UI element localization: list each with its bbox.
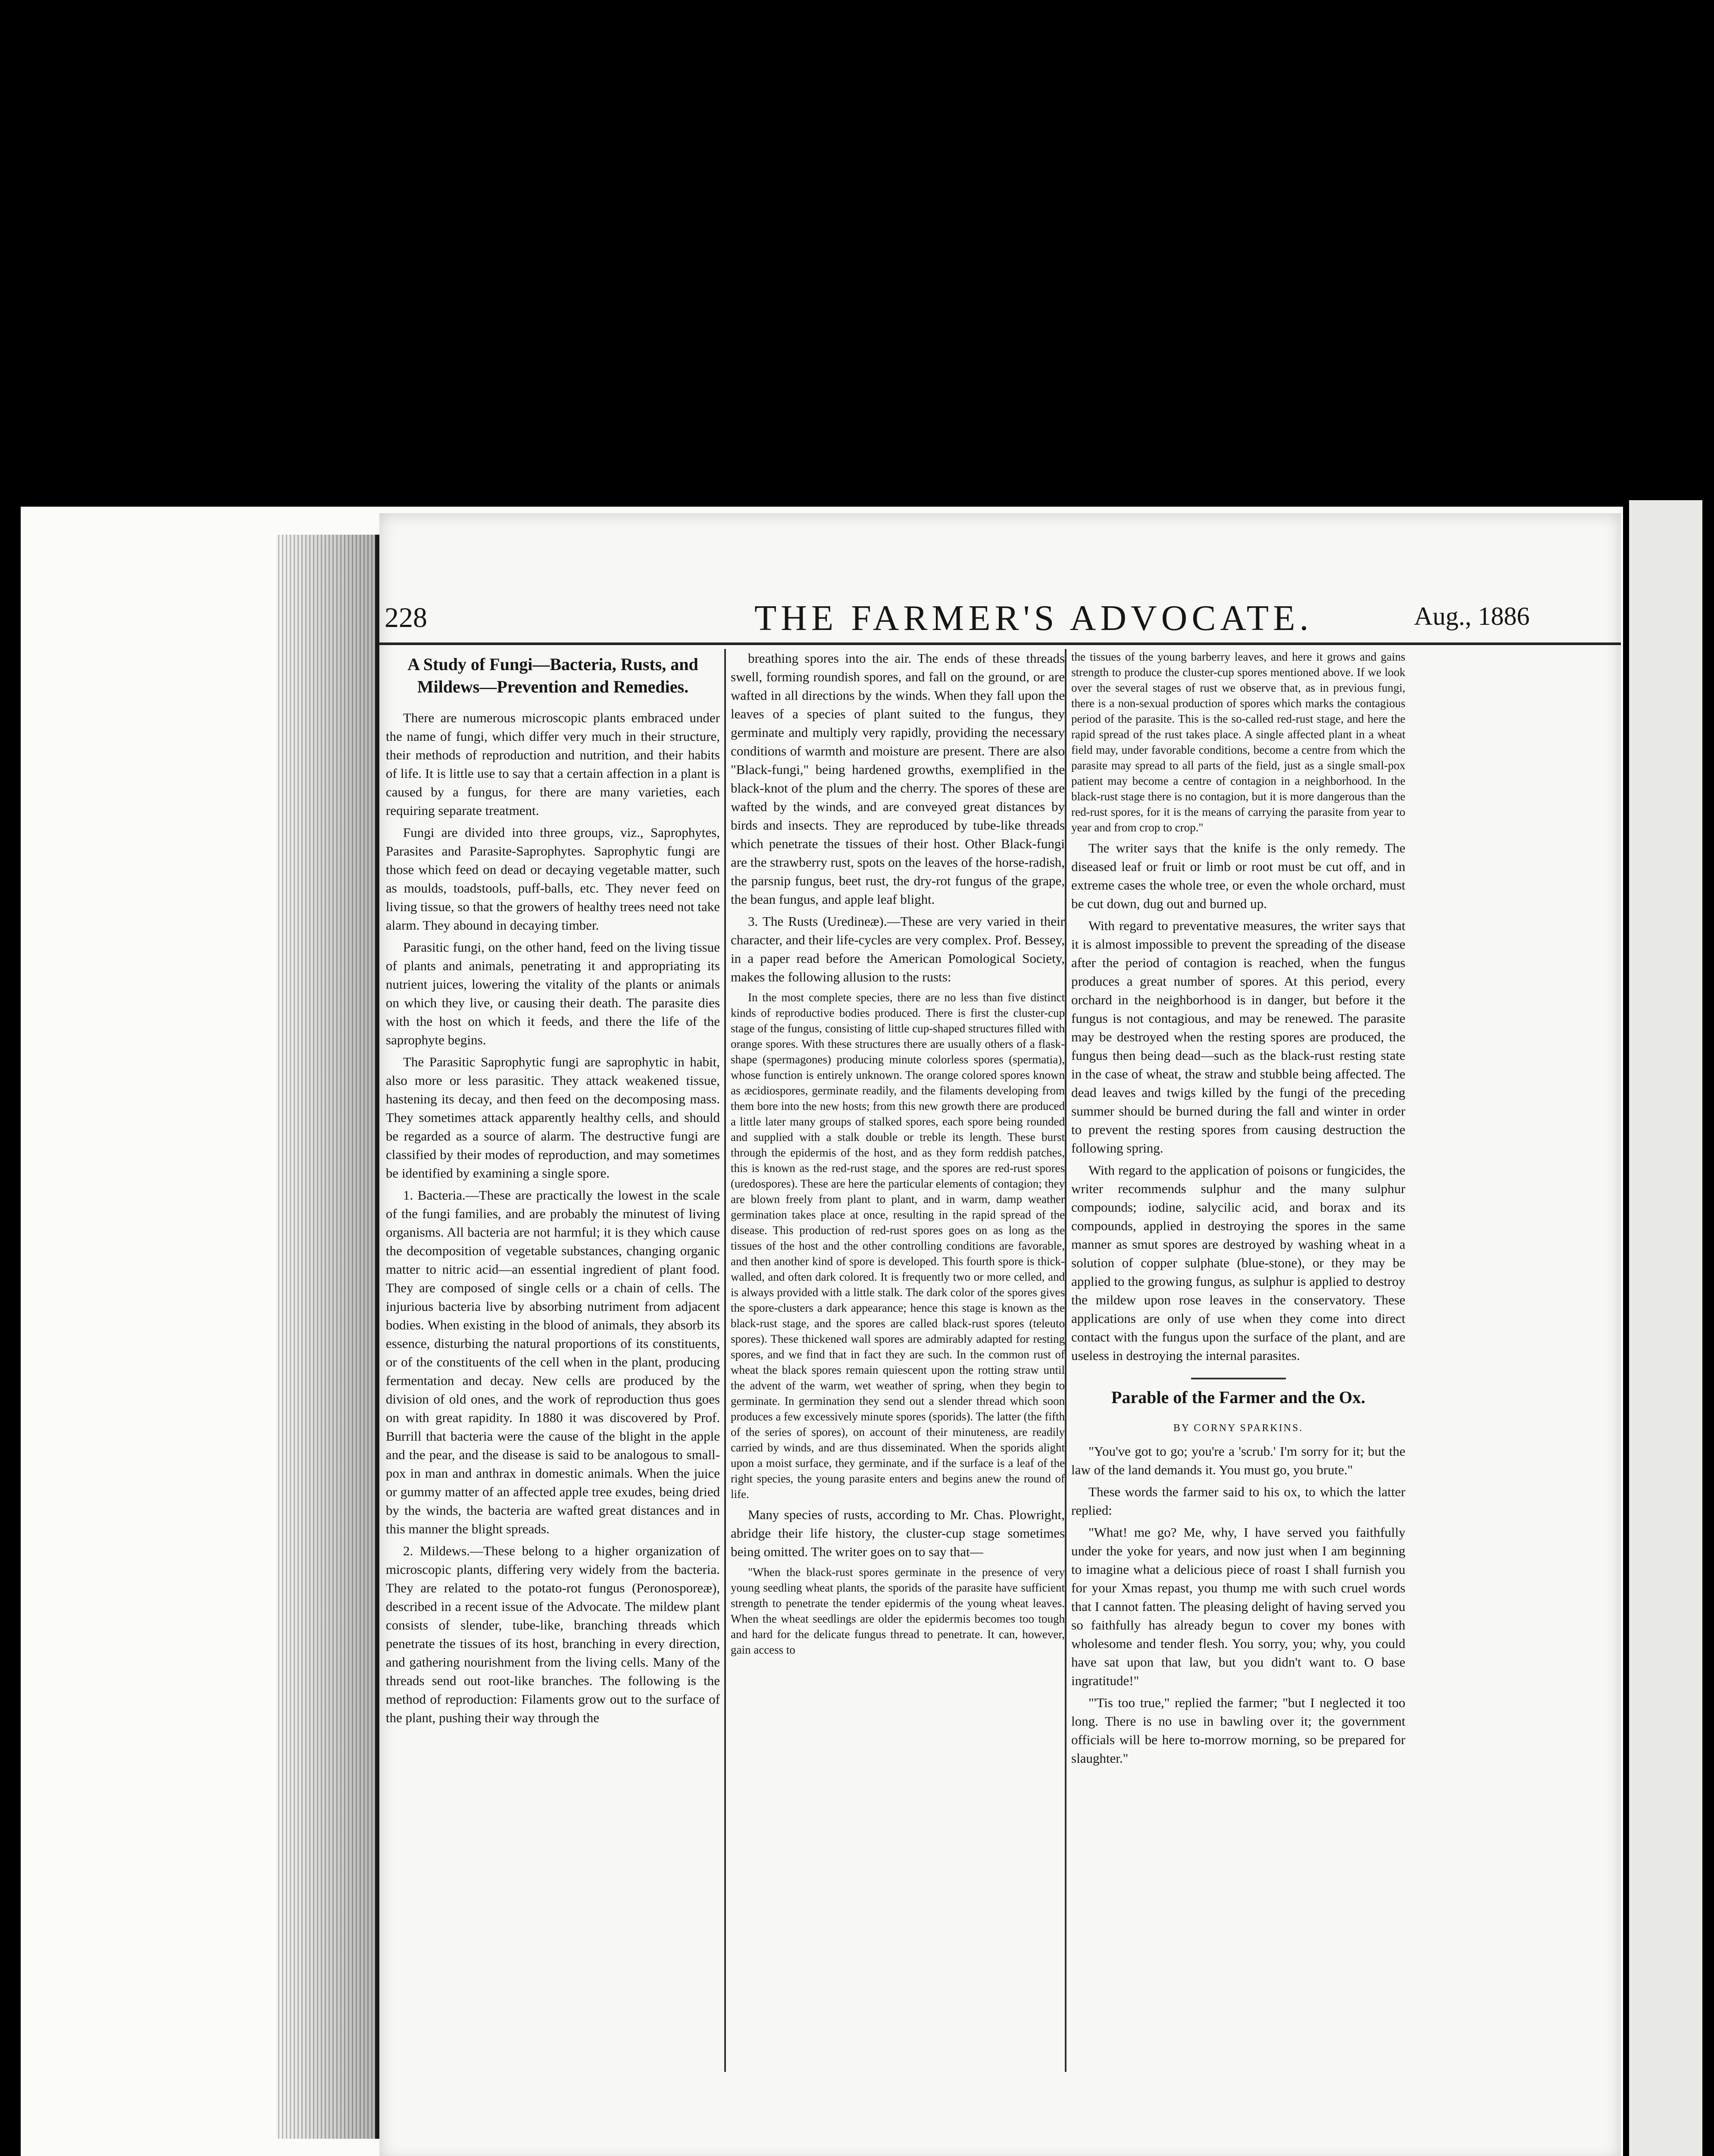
paragraph: With regard to preventative measures, the writer says that it is almost impossible to prevent the spreading of the disease after the period of contagion is reached, when the fungus produces a great number of spores. At this period, every orchard in the neighborhood is in danger, but before it the fungus is not contagious, and may be renewed. The parasite may be destroyed when the resting spores are produced, the fungus then being dead—such as the black-rust resting state in the case of wheat, the straw and stubble being affected. The dead leaves and twigs killed by the fungi of the preceding summer should be burned during the fall and winter in order to prevent the resting spores from causing destruction the following spring. bbox=[1071, 918, 1405, 1156]
paragraph: "'Tis too true," replied the farmer; "but I neglected it too long. There is no use in bawling over it; the government officials will be here to-morrow morning, so be prepared for slaughter." bbox=[1071, 1695, 1405, 1766]
column-divider bbox=[724, 649, 726, 2072]
paragraph: The writer says that the knife is the only remedy. The diseased leaf or fruit or limb or root must be cut off, and in extreme cases the whole tree, or even the whole orchard, must be cut down, dug out and burned up. bbox=[1071, 840, 1405, 911]
column-divider bbox=[1065, 649, 1067, 2072]
article-headline: A Study of Fungi—Bacteria, Rusts, and Mildews—Prevention and Remedies. bbox=[407, 655, 698, 696]
quoted-paragraph: "When the black-rust spores germinate in the presence of very young seedling wheat plants, the sporids of the parasite have sufficient strength to penetrate the tender epidermis of the young wheat leaves. When the wheat seedlings are older the epidermis becomes too tough and hard for the delicate fungus thread to penetrate. It can, however, gain access to bbox=[731, 1566, 1065, 1656]
paragraph: "You've got to go; you're a 'scrub.' I'm sorry for it; but the law of the land demands it. You must go, you brute." bbox=[1071, 1444, 1405, 1477]
paragraph: These words the farmer said to his ox, to which the latter replied: bbox=[1071, 1484, 1405, 1518]
paragraph: "What! me go? Me, why, I have served you faithfully under the yoke for years, and now just when I am beginning to imagine what a delicious piece of roast I shall furnish you for your Xmas repast, you thump me with such cruel words that I cannot fatten. The pleasing delight of having served you so faithfully has already begun to cover my bones with wholesome and tender flesh. You sorry, you; why, you could have sat upon that law, but you didn't want to. O base ingratitude!" bbox=[1071, 1525, 1405, 1688]
quoted-paragraph: the tissues of the young barberry leaves, and here it grows and gains strength to produce the cluster-cup spores mentioned above. If we look over the several stages of rust we observe that, as in previous fungi, there is a non-sexual production of spores which marks the contagious period of the parasite. This is the so-called red-rust stage, and here the rapid spread of the rust takes place. A single affected plant in a wheat field may, under favorable conditions, become a centre from which the parasite may spread to all parts of the field, just as a single small-pox patient may become a centre of contagion in a neighborhood. In the black-rust stage there is no contagion, but it is more dangerous than the red-rust spores, for it is the means of carrying the parasite from year to year and from crop to crop." bbox=[1071, 650, 1405, 834]
paragraph: There are numerous microscopic plants embraced under the name of fungi, which differ very much in their structure, their methods of reproduction and nutrition, and their habits of life. It is little use to say that a certain affection in a plant is caused by a fungus, for there are many varieties, each requiring separate treatment. bbox=[386, 710, 720, 818]
issue-date: Aug., 1886 bbox=[1414, 602, 1530, 630]
paragraph: With regard to the application of poisons or fungicides, the writer recommends sulphur and the many sulphur compounds; iodine, salycilic acid, and borax and its compounds, applied in destroying the spores in the same manner as smut spores are destroyed by washing wheat in a solution of copper sulphate (blue-stone), or they may be applied to the growing fungus, as sulphur is applied to destroy the mildew upon rose leaves in the conservatory. These applications are only of use when they come into direct contact with the fungus upon the surface of the plant, and are useless in destroying the internal parasites. bbox=[1071, 1163, 1405, 1363]
paragraph: The Parasitic Saprophytic fungi are saprophytic in habit, also more or less parasitic. They attack weakened tissue, hastening its decay, and then feed on the decomposing mass. They sometimes attack apparently healthy cells, and should be regarded as a source of alarm. The destructive fungi are classified by their modes of reproduction, and may sometimes be identified by examining a single spore. bbox=[386, 1054, 720, 1181]
masthead-rule bbox=[379, 642, 1621, 645]
page-number: 228 bbox=[385, 602, 427, 633]
paragraph: 1. Bacteria.—These are practically the lowest in the scale of the fungi families, and are probably the minutest of living organisms. All bacteria are not harmful; it is they which cause the decomposition of vegetable substances, changing organic matter to nitric acid—an essential ingredient of plant food. They are composed of single cells or a chain of cells. The injurious bacteria live by absorbing nutriment from adjacent bodies. When existing in the blood of animals, they absorb its essence, disturbing the natural proportions of its constituents, or of the constituents of the cell when in the plant, producing fermentation and decay. New cells are produced by the division of old ones, and the work of reproduction thus goes on with great rapidity. In 1880 it was discovered by Prof. Burrill that bacteria were the cause of the blight in the apple and the pear, and the disease is said to be analogous to small-pox in man and anthrax in domestic animals. When the juice or gummy matter of an affected apple tree exudes, being dried by the winds, the bacteria are wafted great distances and in this manner the blight spreads. bbox=[386, 1188, 720, 1536]
paragraph: Many species of rusts, according to Mr. Chas. Plowright, abridge their life history, the cluster-cup stage sometimes being omitted. The writer goes on to say that— bbox=[731, 1507, 1065, 1559]
masthead bbox=[379, 593, 1621, 645]
paragraph: 3. The Rusts (Uredineæ).—These are very varied in their character, and their life-cycles are very complex. Prof. Bessey, in a paper read before the American Pomological Society, makes the following allusion to the rusts: bbox=[731, 914, 1065, 984]
section-rule bbox=[1191, 1378, 1286, 1379]
parable-headline: Parable of the Farmer and the Ox. bbox=[1111, 1388, 1366, 1407]
publication-title: THE FARMER'S ADVOCATE. bbox=[754, 598, 1313, 638]
column-2 bbox=[731, 649, 1065, 2072]
facing-page-edge bbox=[1623, 500, 1702, 2156]
paragraph: 2. Mildews.—These belong to a higher organization of microscopic plants, differing very widely from the bacteria. They are related to the potato-rot fungus (Peronosporeæ), described in a recent issue of the Advocate. The mildew plant consists of slender, tube-like, branching threads which penetrate the tissues of its host, branching in every direction, and gathering nourishment from the living cells. Many of the threads send out root-like branches. The following is the method of reproduction: Filaments grow out to the surface of the plant, pushing their way through the bbox=[386, 1543, 720, 1725]
parable-byline: BY CORNY SPARKINS. bbox=[1173, 1423, 1304, 1434]
paragraph: Fungi are divided into three groups, viz., Saprophytes, Parasites and Parasite-Saprophytes. Saprophytic fungi are those which feed on dead or decaying vegetable matter, such as moulds, toadstools, puff-balls, etc. They never feed on living tissue, so that the growers of healthy trees need not take alarm. They abound in decaying timber. bbox=[386, 825, 720, 933]
column-1 bbox=[386, 649, 720, 2072]
paragraph: Parasitic fungi, on the other hand, feed on the living tissue of plants and animals, penetrating it and appropriating its nutrient juices, lowering the vitality of the plants or animals on which they live, or causing their death. The parasite dies with the host on which it feeds, and there the life of the saprophyte begins. bbox=[386, 940, 720, 1047]
newspaper-page bbox=[379, 513, 1621, 2156]
quoted-paragraph: In the most complete species, there are no less than five distinct kinds of reproductive bodies produced. There is first the cluster-cup stage of the fungus, consisting of little cup-shaped structures filled with orange spores. With these structures there are usually others of a flask-shape (spermagones) producing minute colorless spores (spermatia), whose function is entirely unknown. The orange colored spores known as æcidiospores, germinate readily, and the filaments developing from them bore into the new hosts; from this new growth there are produced a little later many groups of stalked spores, each spore being rounded and supplied with a stalk double or treble its length. These burst through the epidermis of the host, and as they form reddish patches, this is known as the red-rust stage, and the spores are red-rust spores (uredospores). These are here the particular elements of contagion; they are blown freely from plant to plant, and in warm, damp weather germination takes place at once, resulting in the rapid spread of the disease. This production of red-rust spores goes on as long as the tissues of the host and the other controlling conditions are favorable, and then another kind of spore is developed. This fourth spore is thick-walled, and often dark colored. It is frequently two or more celled, and is always provided with a little stalk. The dark color of the spores gives the spore-clusters a dark appearance; hence this stage is known as the black-rust stage, and the spores are called black-rust spores (teleuto spores). These thickened wall spores are admirably adapted for resting spores, and we find that in fact they are such. In the common rust of wheat the black spores remain quiescent upon the rotting straw until the advent of the warm, wet weather of spring, when they begin to germinate. In germination they send out a slender thread which soon produces a few excessively minute spores (sporids). The latter (the fifth of the series of spores), on account of their minuteness, are readily carried by winds, and are thus disseminated. When the sporids alight upon a moist surface, they germinate, and if the surface is a leaf of the right species, the young parasite enters and begins anew the round of life. bbox=[731, 991, 1065, 1501]
paragraph: breathing spores into the air. The ends of these threads swell, forming roundish spores, and fall on the ground, or are wafted in all directions by the winds. When they fall upon the leaves of a species of plant suited to the fungus, they germinate and multiply very rapidly, providing the necessary conditions of warmth and moisture are present. There are also "Black-fungi," being hardened growths, exemplified in the black-knot of the plum and the cherry. The spores of these are wafted by the winds, and are conveyed great distances by birds and insects. They are reproduced by tube-like threads which penetrate the tissues of their host. Other Black-fungi are the strawberry rust, spots on the leaves of the horse-radish, the parsnip fungus, beet rust, the dry-rot fungus of the grape, the bean fungus, and apple leaf blight. bbox=[731, 651, 1065, 907]
column-3 bbox=[1071, 649, 1405, 2072]
scan-shadow-band bbox=[21, 127, 1693, 507]
book-page-edges bbox=[276, 535, 379, 2139]
